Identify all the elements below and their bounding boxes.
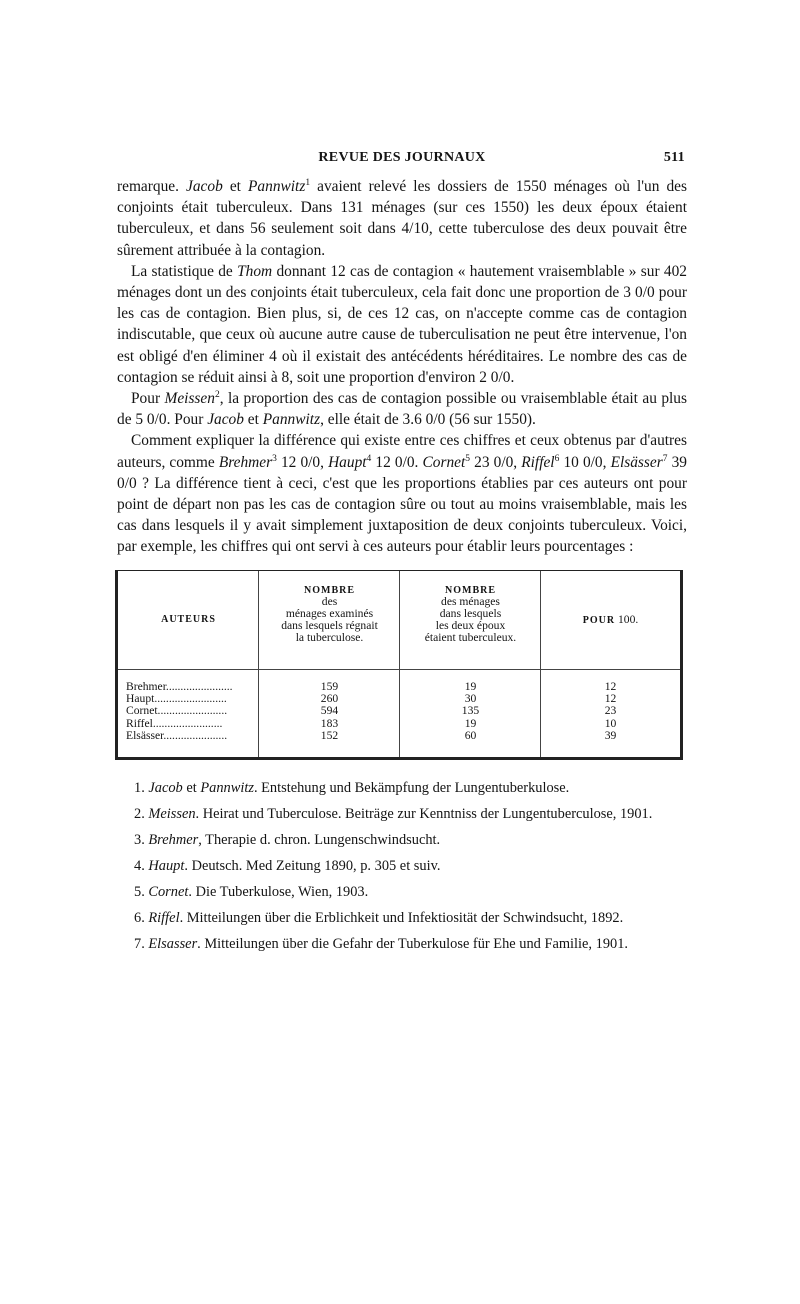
author-name: Cornet [422, 453, 466, 471]
footnote-1 [117, 778, 687, 798]
cell-author: Haupt......................... [126, 692, 227, 705]
footnote-ref: 2 [214, 390, 220, 401]
cell-both: 19 [464, 716, 477, 730]
text: , Therapie d. chron. Lungenschwindsucht. [198, 831, 441, 848]
text: La statistique de [131, 262, 238, 280]
author-name: Brehmer [218, 453, 273, 471]
text: . Entstehung und Bekämpfung der Lungentuberkulose. [253, 779, 570, 796]
footnote-5 [117, 882, 687, 902]
author-name: Elsasser [148, 935, 198, 952]
header-line: étaient tuberculeux. [424, 630, 517, 644]
footnote-number: 2. [134, 805, 149, 822]
paragraph-4 [117, 430, 687, 557]
header-line: dans lesquels [439, 607, 502, 621]
author-name: Pannwitz [248, 178, 306, 195]
author-name: Pannwitz [262, 411, 321, 429]
journal-title: REVUE DES JOURNAUX [318, 150, 486, 165]
cell-percent: 12 [604, 691, 617, 705]
footnote-ref: 6 [554, 453, 560, 464]
footnote-ref: 7 [662, 453, 668, 464]
author-name: Pannwitz [200, 779, 254, 796]
footnote-number: 6. [134, 909, 149, 926]
text: 10 0/0, [559, 453, 611, 471]
footnote-ref: 3 [272, 453, 277, 464]
author-name: Brehmer [148, 831, 199, 848]
paragraph-1 [117, 176, 687, 261]
page [117, 148, 687, 960]
footnote-ref: 4 [366, 453, 372, 464]
text: , elle était de 3.6 0/0 (56 sur 1550). [320, 411, 536, 429]
author-name: Jacob [148, 779, 183, 796]
header-line: la tuberculose. [295, 630, 364, 644]
author-name: Elsässer [610, 453, 663, 471]
header-line: POUR [582, 614, 616, 626]
text: , la proportion des cas de contagion possible ou vraisemblable était au plus de 5 0/0. Pour [117, 390, 687, 429]
text: 23 0/0, [470, 453, 522, 471]
text: . Die Tuberkulose, Wien, 1903. [188, 883, 369, 900]
text: donnant 12 cas de contagion « hautement vraisemblable » sur 402 ménages dont un des conjoints était tuberculeux, cela fait donc une proportion de 3 0/0 pour les cas de contagion. Bien plus, si, de ces 12 cas, on n'accepte comme cas de contagion indiscutable, que ceux où aucune autre cause de tuberculisation ne peut être intervenue, l'on est obligé d'en éliminer 4 où il existait des antécédents héréditaires. Le nombre des cas de contagion se réduit ainsi à 8, soit une proportion d'environ 2 0/0. [117, 262, 687, 386]
text: . Deutsch. Med Zeitung 1890, p. 305 et suiv. [184, 857, 441, 874]
text: . Mitteilungen über die Erblichkeit und Infektiosität der Schwindsucht, 1892. [179, 909, 624, 926]
table-body [118, 681, 680, 742]
footnote-3 [117, 830, 687, 850]
cell-percent: 23 [604, 704, 617, 718]
text: 39 0/0 ? La différence tient à ceci, c'est que les proportions établies par ces auteurs ont pour point de départ non pas les cas de contagion sûre ou tout au moins vraisemblable, mais les cas dans lesquels il y avait simplement juxtaposition de deux conjoints tuberculeux. Voici, par exemple, les chiffres qui ont servi à ces auteurs pour établir leurs pourcentages : [117, 453, 687, 556]
author-name: Meissen [164, 390, 215, 408]
paragraph-3 [117, 388, 687, 430]
header-line: des ménages [441, 595, 500, 609]
header-line: ménages examinés [285, 607, 374, 621]
data-table [115, 570, 683, 760]
header-line: dans lesquels régnait [281, 619, 378, 633]
table-row [118, 718, 680, 730]
header-both-tuberculous [400, 585, 541, 644]
cell-examined: 183 [320, 716, 339, 730]
author-name: Meissen [148, 805, 196, 822]
text: Comment expliquer la différence qui existe entre ces chiffres et ceux obtenus par d'autres auteurs, comme [117, 432, 687, 471]
footnote-7 [117, 934, 687, 954]
running-header [117, 148, 687, 176]
text: avaient relevé les dossiers de 1550 ménages où l'un des conjoints était tuberculeux. Dans 131 ménages (sur ces 1550) les deux époux étaient tuberculeux, et dans 56 seulement soit dans 4/10, cette tuberculose des deux pouvait être sûrement attribuée à la contagion. [117, 178, 687, 259]
text: et [222, 178, 249, 195]
author-name: Jacob [207, 411, 244, 429]
cell-author: Cornet........................ [126, 705, 228, 718]
cell-author: Elsässer...................... [126, 729, 228, 742]
author-name: Haupt [148, 857, 185, 874]
header-auteurs: AUTEURS [161, 613, 216, 625]
cell-percent: 39 [604, 728, 617, 742]
cell-examined: 152 [320, 728, 339, 742]
cell-examined: 159 [320, 679, 339, 693]
author-name: Jacob [186, 178, 223, 195]
header-line: des [321, 595, 338, 609]
table-row [118, 693, 680, 705]
cell-both: 30 [464, 691, 477, 705]
page-number: 511 [663, 150, 685, 165]
author-name: Thom [237, 262, 273, 280]
cell-percent: 10 [604, 716, 617, 730]
footnotes [117, 778, 687, 954]
header-line: NOMBRE [445, 584, 496, 596]
footnote-4 [117, 856, 687, 876]
footnote-number: 3. [134, 831, 149, 848]
author-name: Riffel [148, 909, 180, 926]
cell-both: 19 [464, 679, 477, 693]
text: remarque. [117, 178, 187, 195]
footnote-number: 5. [134, 883, 149, 900]
header-examined [259, 585, 400, 644]
cell-both: 60 [464, 728, 477, 742]
text: . Heirat und Tuberculose. Beiträge zur Kenntniss der Lungentuberculose, 1901. [195, 805, 653, 822]
cell-author: Brehmer....................... [126, 680, 233, 693]
footnote-number: 1. [134, 779, 149, 796]
header-percent [541, 614, 680, 627]
cell-percent: 12 [604, 679, 617, 693]
body-text [117, 176, 687, 558]
cell-examined: 594 [320, 704, 339, 718]
header-line: les deux époux [435, 619, 506, 633]
table-row [118, 705, 680, 717]
footnote-number: 7. [134, 935, 149, 952]
header-line: 100. [615, 612, 639, 626]
table-row [118, 681, 680, 693]
text: . Mitteilungen über die Gefahr der Tuberkulose für Ehe und Familie, 1901. [197, 935, 629, 952]
cell-examined: 260 [320, 691, 339, 705]
author-name: Haupt [328, 453, 367, 471]
footnote-number: 4. [134, 857, 149, 874]
text: et [243, 411, 263, 429]
text: 12 0/0. [371, 453, 423, 471]
text: 12 0/0, [276, 453, 329, 471]
author-name: Cornet [148, 883, 189, 900]
author-name: Riffel [521, 453, 555, 471]
text: Pour [131, 390, 165, 408]
footnote-ref: 5 [465, 453, 471, 464]
header-line: NOMBRE [304, 584, 355, 596]
paragraph-2 [117, 261, 687, 388]
footnote-2 [117, 804, 687, 824]
cell-both: 135 [461, 704, 480, 718]
text: et [182, 779, 201, 796]
cell-author: Riffel........................ [126, 717, 223, 730]
table-row [118, 730, 680, 742]
footnote-ref: 1 [305, 178, 311, 188]
footnote-6 [117, 908, 687, 928]
